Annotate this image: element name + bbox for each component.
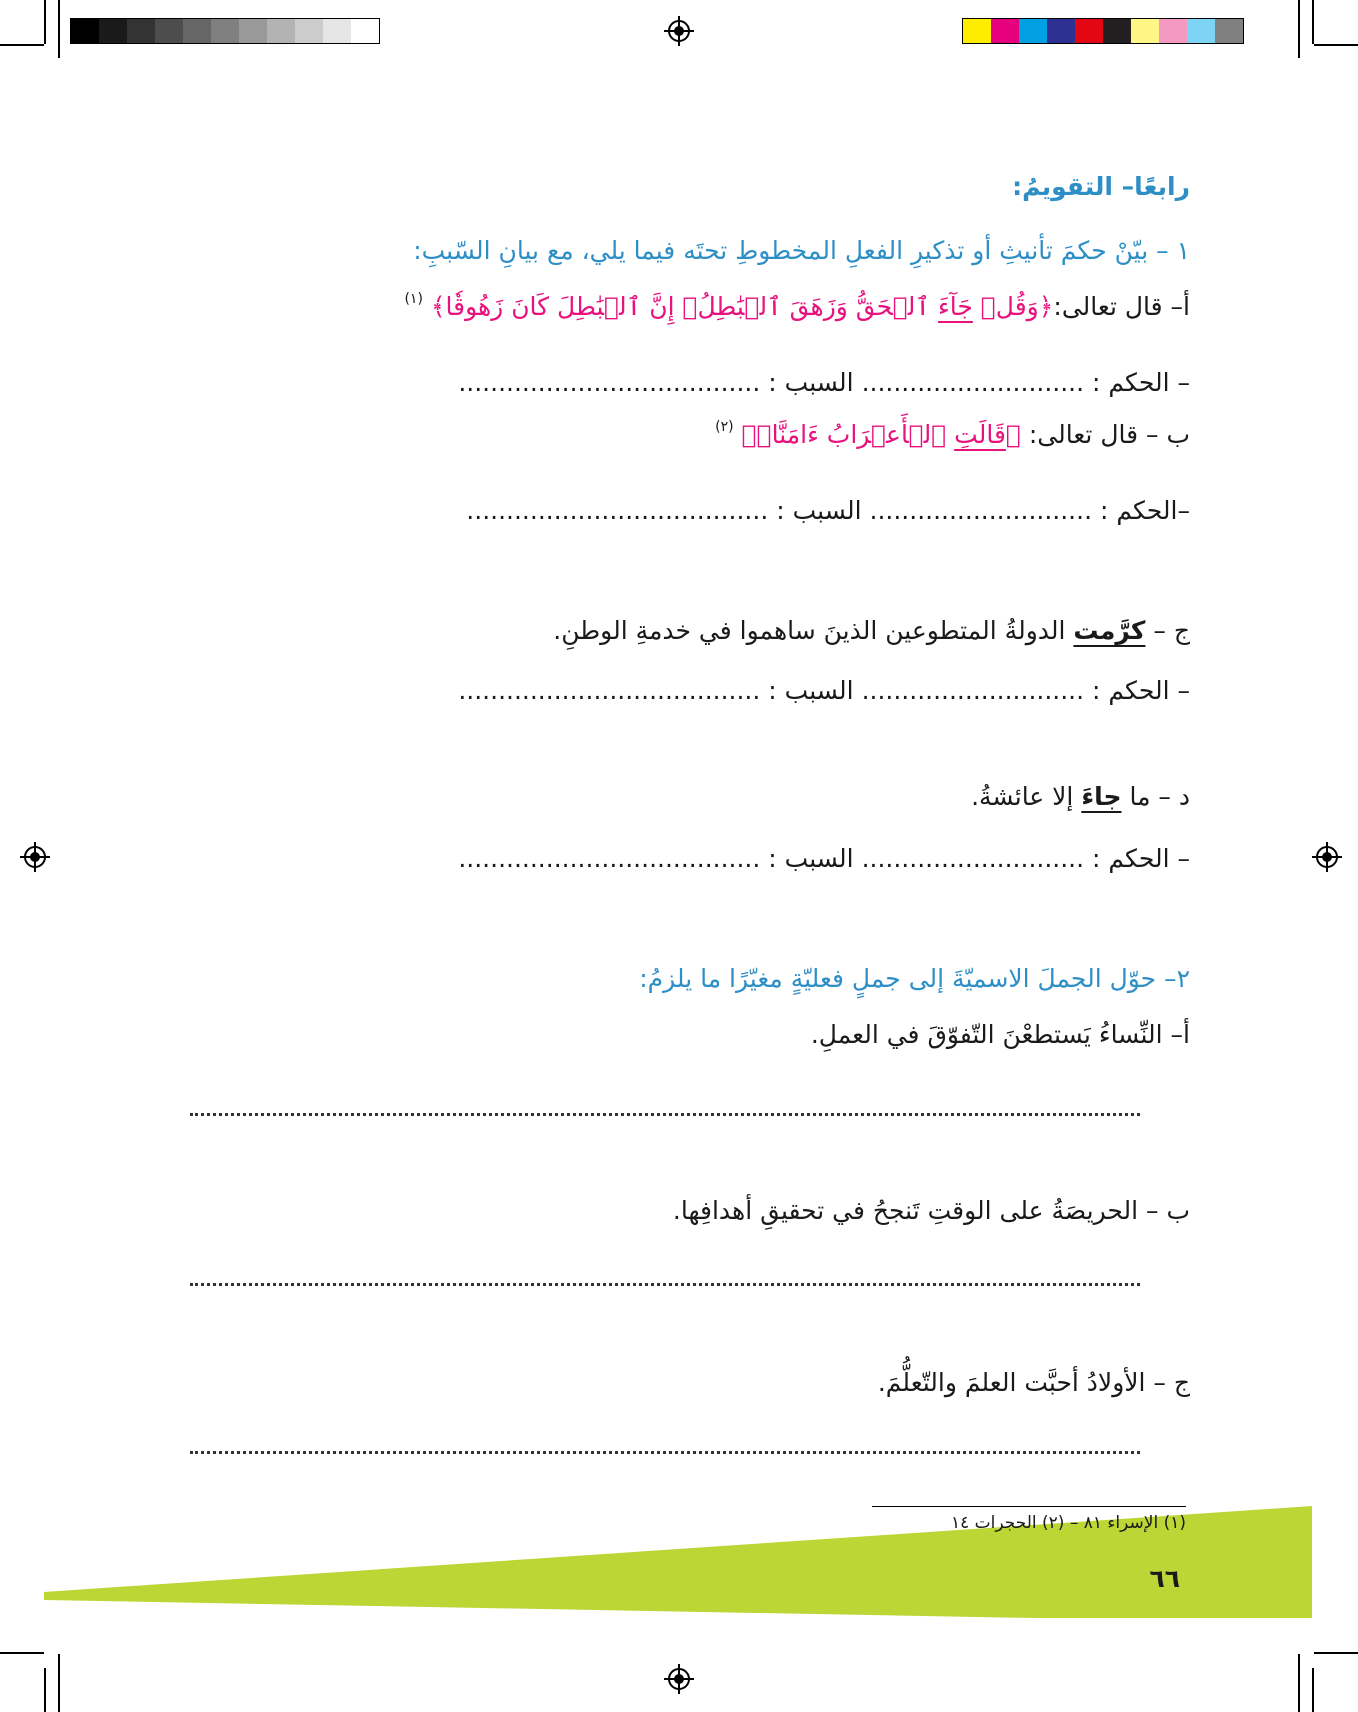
q1-instruction: ١ – بيّنْ حكمَ تأنيثِ أو تذكيرِ الفعلِ المخطوطِ تحتَه فيما يلي، مع بيانِ السّببِ: (413, 236, 1190, 265)
answer-line-d (458, 842, 1190, 876)
q1-a-footnote-ref: (١) (404, 291, 423, 307)
registration-mark-right (1316, 846, 1338, 868)
crop-mark (1312, 1668, 1314, 1712)
reason-label: السبب : (768, 676, 854, 705)
q2-item-c: ج – الأولادُ أحبَّت العلمَ والتّعلُّمَ. (877, 1368, 1190, 1397)
q2-item-b: ب – الحريصَةُ على الوقتِ تَنجحُ في تحقيقِ أهدافِها. (672, 1196, 1190, 1225)
page-number: ٦٦ (1149, 1564, 1180, 1593)
q1-d-prefix: د – ما (1121, 782, 1190, 811)
answer-line-c (458, 674, 1190, 708)
section-title: رابعًا– التقويمُ: (1012, 172, 1190, 201)
ruling-dots[interactable]: ............................ (861, 676, 1085, 705)
answer-line-b (466, 494, 1190, 528)
q1-b-footnote-ref: (٢) (715, 419, 734, 435)
crop-mark (0, 44, 44, 46)
answer-dotted-line[interactable] (190, 1283, 1140, 1286)
crop-mark (0, 1652, 44, 1654)
crop-mark (58, 1654, 60, 1712)
q1-c-rest: الدولةُ المتطوعين الذينَ ساهموا في خدمةِ الوطنِ. (553, 616, 1074, 645)
crop-mark (1314, 44, 1358, 46)
ruling-dots[interactable]: ............................ (861, 368, 1085, 397)
ruling-label: –الحكم : (1099, 496, 1190, 525)
reason-dots[interactable]: ...................................... (458, 368, 761, 397)
ruling-label: – الحكم : (1092, 844, 1190, 873)
ruling-dots[interactable]: ............................ (861, 844, 1085, 873)
q1-c-underlined-verb: كرَّمت (1073, 616, 1146, 645)
registration-mark-top (668, 20, 690, 42)
registration-mark-left (24, 846, 46, 868)
q1-item-c (553, 614, 1190, 648)
q1-item-a (404, 290, 1190, 328)
crop-mark (1314, 1652, 1358, 1654)
answer-line-a (458, 366, 1190, 400)
reason-label: السبب : (768, 844, 854, 873)
q1-item-d (971, 780, 1190, 814)
reason-dots[interactable]: ...................................... (458, 676, 761, 705)
footnote: (١) الإسراء ٨١ – (٢) الحجرات ١٤ (950, 1513, 1186, 1533)
q1-b-prefix: ب – قال تعالى: (1020, 420, 1190, 449)
answer-dotted-line[interactable] (190, 1113, 1140, 1116)
ruling-label: – الحكم : (1092, 676, 1190, 705)
q1-c-prefix: ج – (1145, 616, 1190, 645)
reason-label: السبب : (776, 496, 862, 525)
q2-item-a: أ– النِّساءُ يَستطعْنَ التّفوّقَ في العملِ. (810, 1020, 1190, 1049)
answer-dotted-line[interactable] (190, 1451, 1140, 1454)
ruling-dots[interactable]: ............................ (869, 496, 1093, 525)
q1-a-verse: ﴿وَقُلۡ جَآءَ ٱلۡحَقُّ وَزَهَقَ ٱلۡبَٰطِلُۚ إِنَّ ٱلۡبَٰطِلَ كَانَ زَهُوقٗا﴾ (430, 292, 1054, 321)
crop-mark (1312, 0, 1314, 44)
reason-dots[interactable]: ...................................... (466, 496, 769, 525)
q1-a-underlined-verb: جَآءَ (938, 292, 973, 321)
reason-dots[interactable]: ...................................... (458, 844, 761, 873)
q2-instruction: ٢– حوّل الجملَ الاسميّةَ إلى جملٍ فعليّةٍ مغيّرًا ما يلزمُ: (639, 964, 1190, 993)
q1-b-underlined-verb: قَالَتِ (954, 420, 1006, 449)
q1-b-verse: ﴿قَالَتِ ٱلۡأَعۡرَابُ ءَامَنَّاۖ﴾ (741, 420, 1021, 449)
footnote-rule (872, 1506, 1186, 1507)
registration-mark-bottom (668, 1668, 690, 1690)
crop-mark (44, 0, 46, 44)
crop-mark (1298, 0, 1300, 58)
reason-label: السبب : (768, 368, 854, 397)
q1-d-rest: إلا عائشةُ. (971, 782, 1082, 811)
ruling-label: – الحكم : (1092, 368, 1190, 397)
q1-item-b (715, 418, 1190, 456)
q1-d-underlined-verb: جاءَ (1081, 782, 1122, 811)
crop-mark (1298, 1654, 1300, 1712)
crop-mark (58, 0, 60, 58)
color-calibration-bar (962, 18, 1244, 44)
grayscale-calibration-bar (70, 18, 380, 44)
q1-a-prefix: أ– قال تعالى: (1053, 292, 1190, 321)
crop-mark (44, 1668, 46, 1712)
